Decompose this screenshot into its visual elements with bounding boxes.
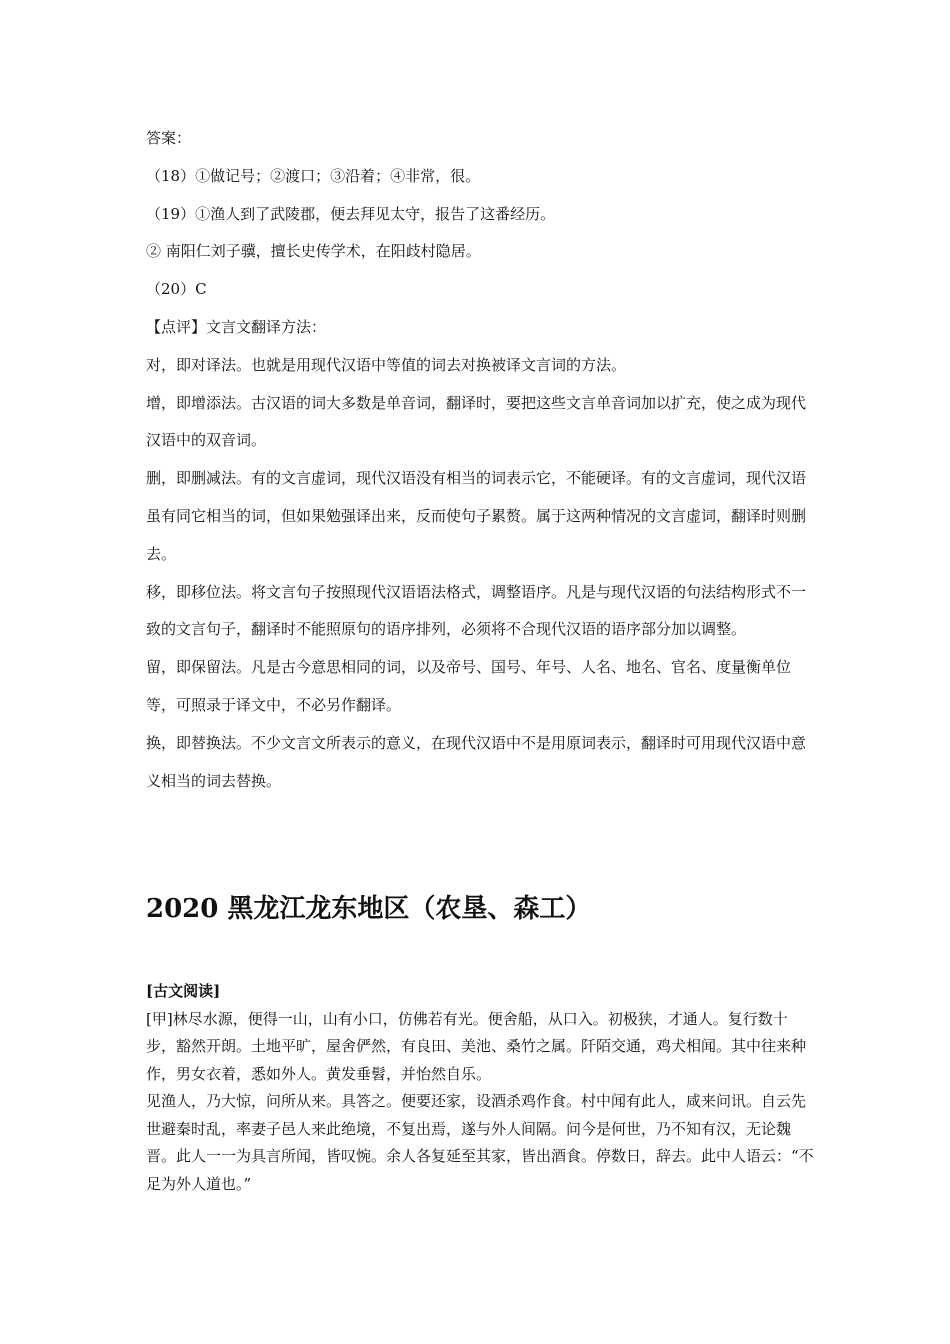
comment-title: 【点评】文言文翻译方法： xyxy=(146,317,327,336)
answer-q18: （18）①做记号；②渡口；③沿着；④非常，很。 xyxy=(146,166,481,185)
method-liu: 留，即保留法。凡是古今意思相同的词，以及帝号、国号、年号、人名、地名、官名、度量衡单位等，可照录于译文中，不必另作翻译。 xyxy=(146,658,792,714)
answer-q19-part2: ② 南阳仁刘子骥，擅长史传学术，在阳歧村隐居。 xyxy=(146,242,481,261)
method-dui: 对，即对译法。也就是用现代汉语中等值的词去对换被译文言词的方法。 xyxy=(146,355,627,374)
method-zeng: 增，即增添法。古汉语的词大多数是单音词，翻译时，要把这些文言单音词加以扩充，使之成为现代汉语中的双音词。 xyxy=(146,393,807,450)
answer-q19-part1: （19）①渔人到了武陵郡，便去拜见太守，报告了这番经历。 xyxy=(146,204,556,223)
section-title: 2020 黑龙江龙东地区（农垦、森工） xyxy=(146,894,592,924)
answer-q20: （20）C xyxy=(146,280,207,299)
method-yi: 移，即移位法。将文言句子按照现代汉语语法格式，调整语序。凡是与现代汉语的句法结构形式不一致的文言句子，翻译时不能照原句的语序排列，必须将不合现代汉语的语序部分加以调整。 xyxy=(146,582,807,639)
reading-paragraph: [甲]林尽水源，便得一山，山有小口，仿佛若有光。便舍船，从口入。初极狭，才通人。复行数十步，豁然开朗。土地平旷，屋舍俨然，有良田、美池、桑竹之属。阡陌交通，鸡犬相闻。其中往来种作，男女衣着，悉如外人。黄发垂髫，并怡然自乐。 xyxy=(146,1009,807,1083)
reading-section xyxy=(146,978,816,1198)
method-huan: 换，即替换法。不少文言文所表示的意义，在现代汉语中不是用原词表示，翻译时可用现代汉语中意义相当的词去替换。 xyxy=(146,733,807,790)
reading-label: [古文阅读] xyxy=(146,982,221,1000)
reading-paragraph: 见渔人，乃大惊，问所从来。具答之。便要还家，设酒杀鸡作食。村中闻有此人，咸来问讯。自云先世避秦时乱，率妻子邑人来此绝境，不复出焉，遂与外人间隔。问今是何世，乃不知有汉，无论魏晋。此人一一为具言所闻，皆叹惋。余人各复延至其家，皆出酒食。停数日，辞去。此中人语云：“不足为外人道也。” xyxy=(146,1092,814,1193)
answer-heading: 答案： xyxy=(146,129,192,147)
answer-section xyxy=(146,120,816,800)
method-shan: 删，即删减法。有的文言虚词，现代汉语没有相当的词表示它，不能硬译。有的文言虚词，现代汉语虽有同它相当的词，但如果勉强译出来，反而使句子累赘。属于这两种情况的文言虚词，翻译时则删去。 xyxy=(146,469,807,563)
